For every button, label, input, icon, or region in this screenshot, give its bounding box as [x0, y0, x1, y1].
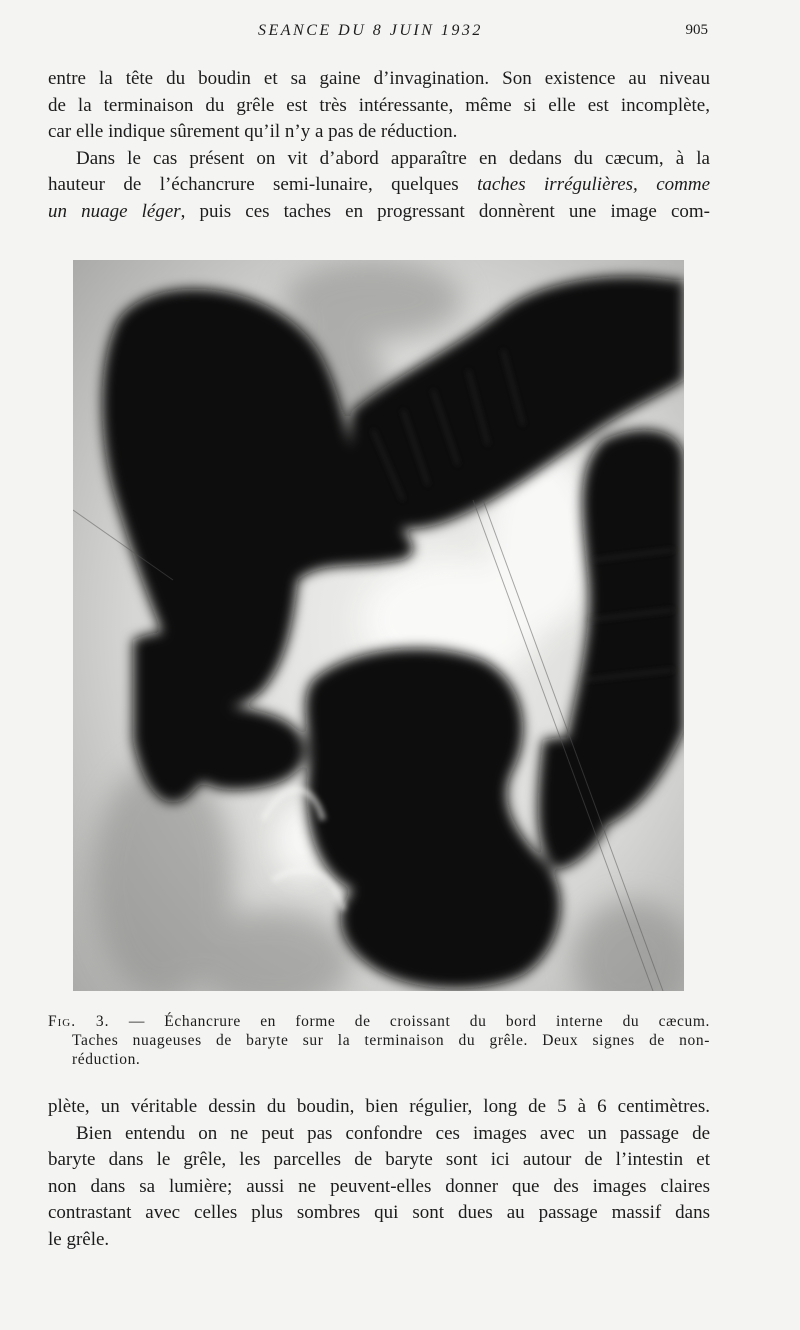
caption-line: réduction. — [72, 1051, 141, 1068]
text-line: entre la tête du boudin et sa gaine d’invagination. Son existence au niveau — [48, 68, 710, 89]
text-span: , puis ces taches en progressant donnèrent une image com- — [180, 200, 710, 222]
text-line — [48, 199, 710, 226]
text-line: Dans le cas présent on vit d’abord apparaître en dedans du cæcum, à la — [76, 147, 710, 169]
running-header — [0, 22, 800, 44]
text-line: le grêle. — [48, 1228, 110, 1250]
caption-line — [48, 1012, 710, 1031]
xray-image — [73, 260, 684, 991]
text-line: contrastant avec celles plus sombres qui sont dues au passage massif dans — [48, 1202, 710, 1223]
text-span: hauteur de l’échancrure semi-lunaire, quelques — [48, 174, 478, 195]
italic-span: taches irrégulières, comme — [477, 174, 710, 195]
text-line: baryte dans le grêle, les parcelles de baryte sont ici autour de l’intestin et — [48, 1149, 710, 1170]
page-number: 905 — [685, 22, 708, 38]
text-line: Bien entendu on ne peut pas confondre ces images avec un passage de — [76, 1122, 710, 1144]
figure-caption — [48, 1012, 710, 1069]
figure-label: Fig. 3. — [48, 1013, 110, 1030]
xray-figure — [73, 260, 684, 991]
text-line: car elle indique sûrement qu’il n’y a pas de réduction. — [48, 121, 458, 142]
running-title: SEANCE DU 8 JUIN 1932 — [258, 22, 483, 39]
top-paragraphs — [48, 66, 710, 225]
caption-text: — Échancrure en forme de croissant du bord interne du cæcum. — [128, 1013, 710, 1030]
italic-span: un nuage léger — [48, 200, 181, 222]
caption-line: Taches nuageuses de baryte sur la terminaison du grêle. Deux signes de non- — [72, 1032, 710, 1049]
text-line: plète, un véritable dessin du boudin, bien régulier, long de 5 à 6 centimètres. — [48, 1096, 710, 1117]
text-line: de la terminaison du grêle est très intéressante, même si elle est incomplète, — [48, 94, 710, 116]
text-line: non dans sa lumière; aussi ne peuvent-elles donner que des images claires — [48, 1175, 710, 1197]
bottom-paragraphs — [48, 1094, 710, 1253]
text-line — [48, 172, 710, 199]
